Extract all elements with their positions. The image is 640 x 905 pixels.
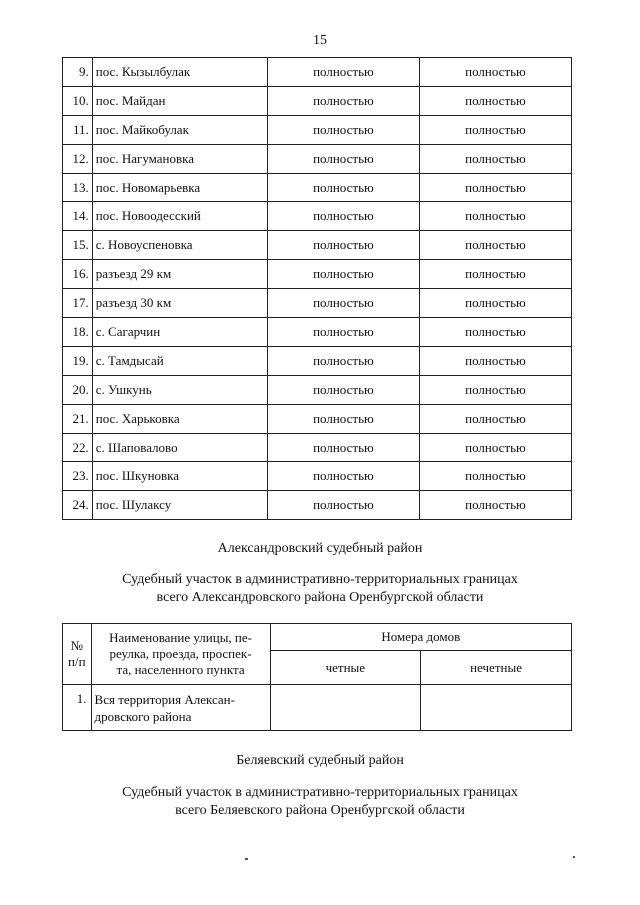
addresses-table [62, 623, 572, 731]
row-num: 11. [63, 115, 93, 144]
row-num: 22. [63, 433, 93, 462]
table-row [63, 115, 572, 144]
row-odd: полностью [419, 86, 571, 115]
settlements-table [62, 57, 572, 520]
court-area-line-2: всего Александровского района Оренбургской области [156, 590, 484, 605]
row-num: 20. [63, 375, 93, 404]
row-name: пос. Харьковка [92, 404, 267, 433]
table-row [63, 318, 572, 347]
table-row [63, 685, 572, 731]
row-even: полностью [267, 115, 419, 144]
header-house-numbers: Номера домов [270, 624, 571, 651]
row-even: полностью [267, 433, 419, 462]
row-odd: полностью [419, 144, 571, 173]
header-odd: нечетные [421, 651, 572, 685]
table-row [63, 491, 572, 520]
row-num: 18. [63, 318, 93, 347]
court-area-line-2b: всего Беляевского района Оренбургской области [175, 803, 465, 818]
row-num: 19. [63, 346, 93, 375]
row-num: 13. [63, 173, 93, 202]
row-even: полностью [267, 375, 419, 404]
row-even: полностью [267, 144, 419, 173]
row-num: 24. [63, 491, 93, 520]
page-number: 15 [313, 33, 327, 48]
row-name: пос. Нагумановка [92, 144, 267, 173]
row-odd: полностью [419, 433, 571, 462]
table-row [63, 173, 572, 202]
row-odd: полностью [419, 346, 571, 375]
row-name-line2: дровского района [94, 708, 192, 724]
court-area-line-1b: Судебный участок в административно-территориальных границах [122, 785, 518, 800]
row-name: разъезд 30 км [92, 289, 267, 318]
court-area-line-1: Судебный участок в административно-территориальных границах [122, 572, 518, 587]
row-name: пос. Майдан [92, 86, 267, 115]
table-row [63, 375, 572, 404]
table-row [63, 433, 572, 462]
table-row [63, 202, 572, 231]
table-row [63, 86, 572, 115]
table-row [63, 144, 572, 173]
table-row [63, 404, 572, 433]
table-row [63, 58, 572, 87]
row-odd: полностью [419, 231, 571, 260]
row-odd: полностью [419, 462, 571, 491]
header-num-cell [63, 624, 92, 685]
row-even: полностью [267, 86, 419, 115]
row-even: полностью [267, 58, 419, 87]
header-name-line3: та, населенного пункта [116, 662, 245, 677]
table-row [63, 462, 572, 491]
row-name: с. Сагарчин [92, 318, 267, 347]
row-odd: полностью [419, 202, 571, 231]
row-name: пос. Новомарьевка [92, 173, 267, 202]
row-odd [421, 685, 572, 731]
district-heading-aleksandrovsky: Александровский судебный район [217, 541, 423, 556]
row-name: пос. Кызылбулак [92, 58, 267, 87]
row-odd: полностью [419, 289, 571, 318]
table-header-row [63, 624, 572, 651]
row-name: с. Тамдысай [92, 346, 267, 375]
row-name: пос. Шкуновка [92, 462, 267, 491]
row-name: пос. Майкобулак [92, 115, 267, 144]
row-num: 1. [63, 685, 92, 731]
row-num: 17. [63, 289, 93, 318]
row-even: полностью [267, 462, 419, 491]
row-name: с. Новоуспеновка [92, 231, 267, 260]
row-num: 16. [63, 260, 93, 289]
header-num-line1: № [70, 638, 83, 653]
row-odd: полностью [419, 375, 571, 404]
header-name-cell [91, 624, 270, 685]
row-odd: полностью [419, 491, 571, 520]
header-num-line2: п/п [68, 654, 86, 669]
row-odd: полностью [419, 404, 571, 433]
settlements-table-body [63, 58, 572, 520]
row-even [270, 685, 421, 731]
scan-speck [245, 858, 248, 860]
row-name: с. Ушкунь [92, 375, 267, 404]
row-odd: полностью [419, 173, 571, 202]
row-num: 15. [63, 231, 93, 260]
district-heading-belyaevsky: Беляевский судебный район [236, 753, 404, 768]
row-even: полностью [267, 260, 419, 289]
row-name: пос. Шулаксу [92, 491, 267, 520]
header-name-line1: Наименование улицы, пе- [109, 630, 252, 645]
row-even: полностью [267, 289, 419, 318]
row-odd: полностью [419, 58, 571, 87]
row-num: 9. [63, 58, 93, 87]
row-even: полностью [267, 202, 419, 231]
row-num: 12. [63, 144, 93, 173]
row-even: полностью [267, 231, 419, 260]
row-name-line1: Вся территория Алексан- [94, 691, 235, 707]
table-row [63, 289, 572, 318]
table-row [63, 346, 572, 375]
scan-speck [573, 856, 575, 858]
row-odd: полностью [419, 115, 571, 144]
row-name: пос. Новоодесский [92, 202, 267, 231]
row-num: 10. [63, 86, 93, 115]
row-num: 23. [63, 462, 93, 491]
header-name-line2: реулка, проезда, проспек- [109, 646, 252, 661]
header-even: четные [270, 651, 421, 685]
row-num: 21. [63, 404, 93, 433]
row-odd: полностью [419, 260, 571, 289]
row-name [91, 685, 270, 731]
row-num: 14. [63, 202, 93, 231]
row-even: полностью [267, 491, 419, 520]
row-even: полностью [267, 318, 419, 347]
table-row [63, 260, 572, 289]
row-odd: полностью [419, 318, 571, 347]
row-even: полностью [267, 346, 419, 375]
row-name: с. Шаповалово [92, 433, 267, 462]
row-even: полностью [267, 173, 419, 202]
row-even: полностью [267, 404, 419, 433]
row-name: разъезд 29 км [92, 260, 267, 289]
table-row [63, 231, 572, 260]
